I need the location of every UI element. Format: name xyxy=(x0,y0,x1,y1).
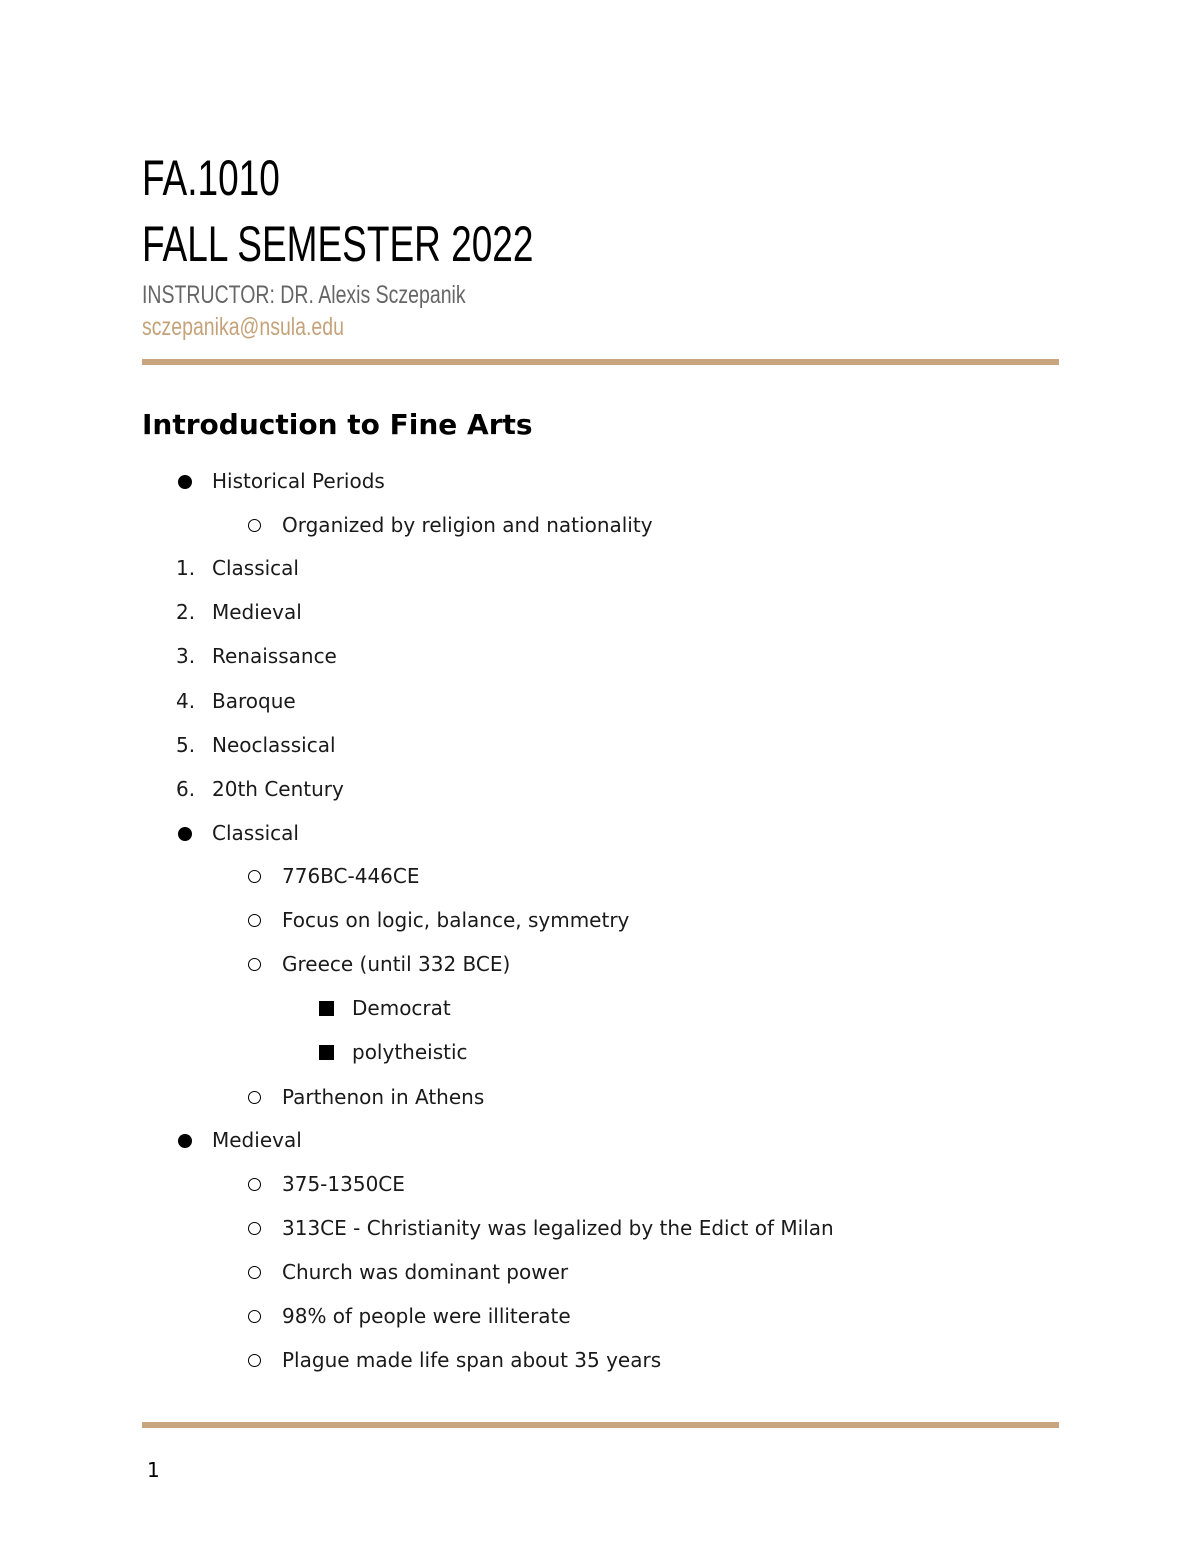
instructor-email: sczepanika@nsula.edu xyxy=(142,313,344,341)
header-divider xyxy=(142,359,1059,365)
semester-title: FALL SEMESTER 2022 xyxy=(142,216,534,272)
footer-divider xyxy=(142,1422,1059,1428)
course-code-title: FA.1010 xyxy=(142,150,280,206)
bullet-circle-icon xyxy=(245,1081,261,1113)
list-number: 3. xyxy=(176,644,196,668)
bullet-circle-icon xyxy=(245,1168,261,1200)
list-number: 1. xyxy=(176,556,196,580)
bullet-dot-icon xyxy=(172,817,192,850)
bullet-circle-icon xyxy=(245,1256,261,1288)
bullet-circle-icon xyxy=(245,1344,261,1376)
bullet-circle-icon xyxy=(245,904,261,936)
page-number: 1 xyxy=(147,1458,160,1482)
list-number: 4. xyxy=(176,689,196,713)
bullet-dot-icon xyxy=(172,1124,192,1157)
bullet-circle-icon xyxy=(245,860,261,892)
bullet-circle-icon xyxy=(245,509,261,541)
section-heading: Introduction to Fine Arts xyxy=(142,408,533,441)
instructor-line: INSTRUCTOR: DR. Alexis Sczepanik xyxy=(142,281,466,309)
list-number: 2. xyxy=(176,600,196,624)
bullet-square-icon xyxy=(317,1036,334,1069)
bullet-circle-icon xyxy=(245,1212,261,1244)
bullet-dot-icon xyxy=(172,465,192,498)
list-number: 6. xyxy=(176,777,196,801)
bullet-circle-icon xyxy=(245,1300,261,1332)
list-number: 5. xyxy=(176,733,196,757)
bullet-square-icon xyxy=(317,992,334,1025)
bullet-circle-icon xyxy=(245,948,261,980)
